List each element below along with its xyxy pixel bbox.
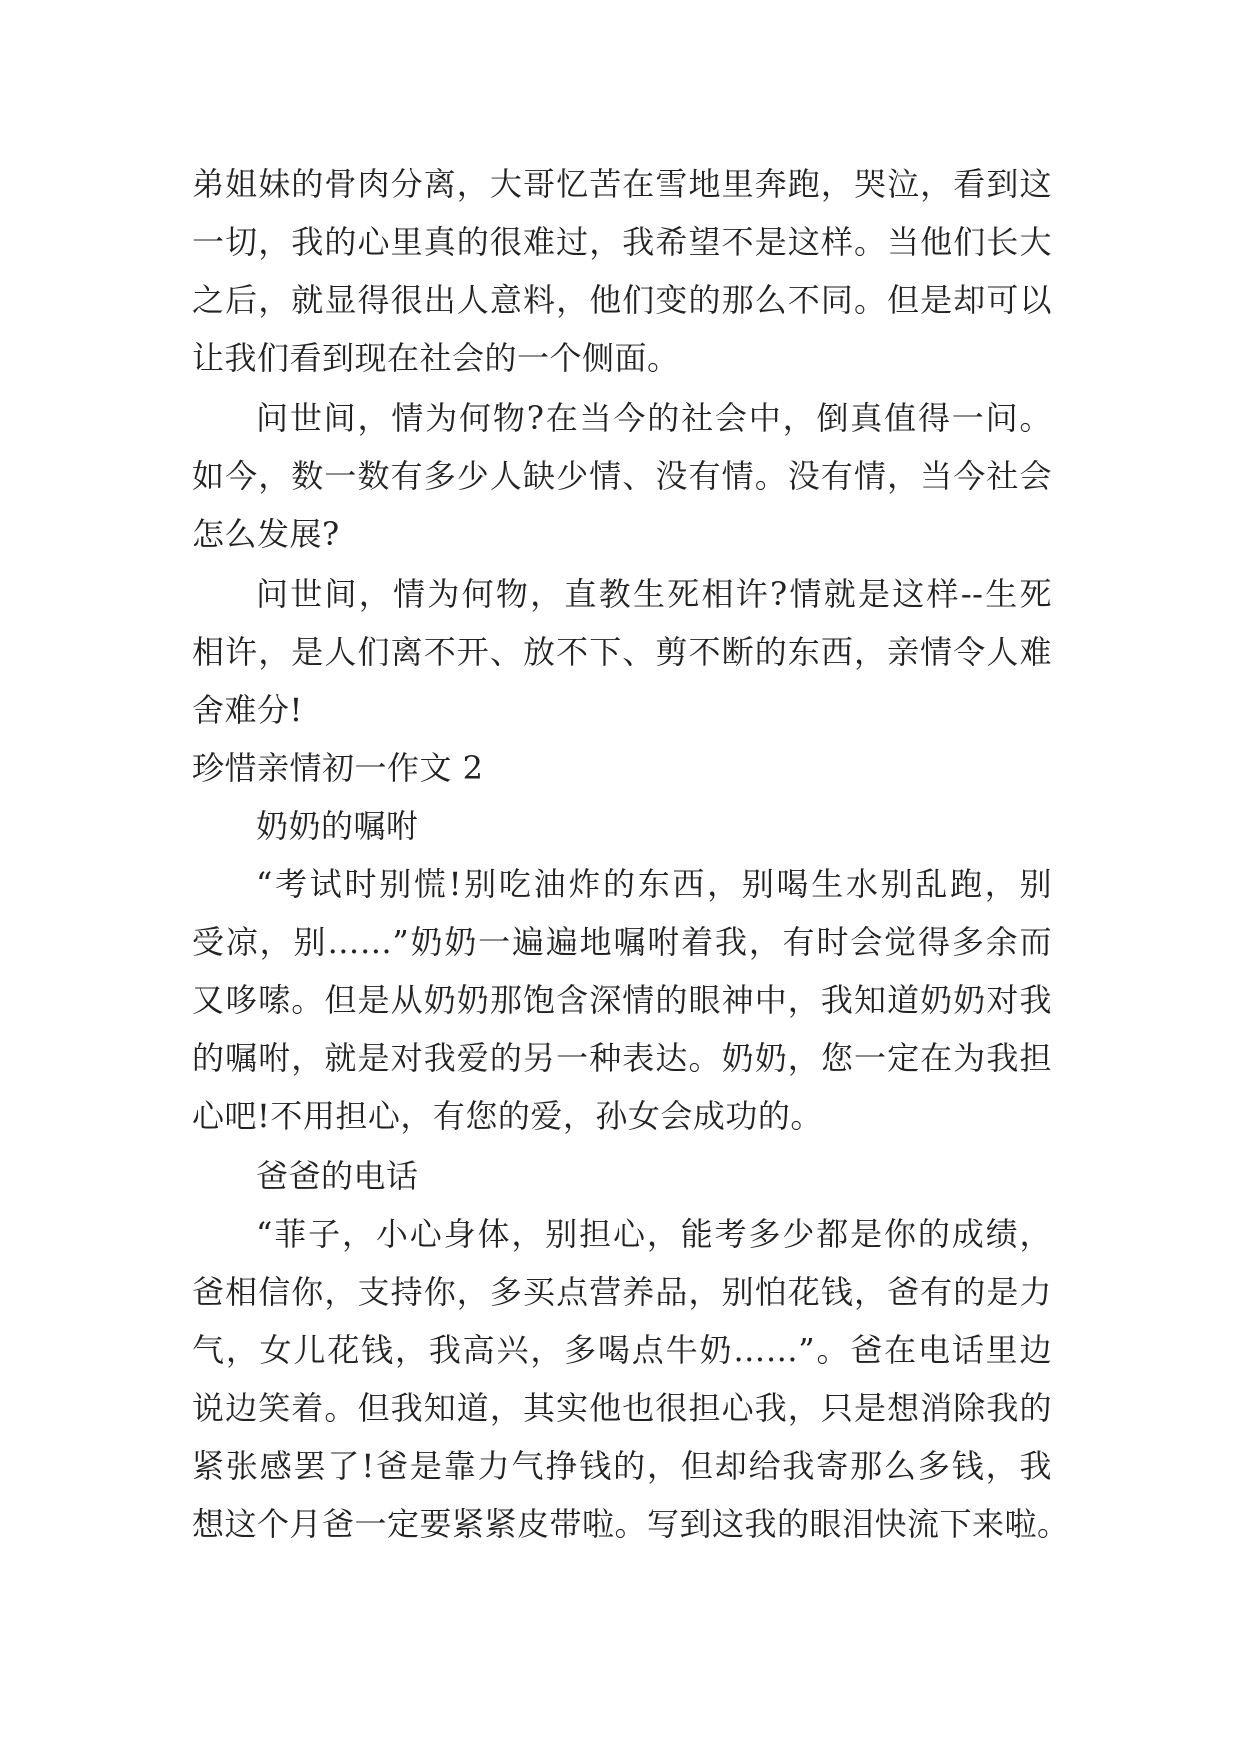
subheading: 奶奶的嘱咐 bbox=[256, 807, 419, 845]
text-line: 受凉，别……”奶奶一遍遍地嘱咐着我，有时会觉得多余而 bbox=[192, 923, 1052, 961]
text-line: 爸相信你，支持你，多买点营养品，别怕花钱，爸有的是力 bbox=[192, 1273, 1052, 1311]
text-line: 气，女儿花钱，我高兴，多喝点牛奶……”。爸在电话里边 bbox=[192, 1331, 1052, 1369]
text-line: 又哆嗦。但是从奶奶那饱含深情的眼神中，我知道奶奶对我 bbox=[192, 981, 1052, 1019]
text-line: 说边笑着。但我知道，其实他也很担心我，只是想消除我的 bbox=[192, 1389, 1052, 1427]
text-line: 之后，就显得很出人意料，他们变的那么不同。但是却可以 bbox=[192, 281, 1052, 319]
text-line: 相许，是人们离不开、放不下、剪不断的东西，亲情令人难 bbox=[192, 633, 1052, 671]
paragraph-first-line: 问世间，情为何物?在当今的社会中，倒真值得一问。 bbox=[256, 399, 1052, 437]
text-line: 弟姐妹的骨肉分离，大哥忆苦在雪地里奔跑，哭泣，看到这 bbox=[192, 165, 1052, 203]
text-line: 的嘱咐，就是对我爱的另一种表达。奶奶，您一定在为我担 bbox=[192, 1039, 1052, 1077]
text-line: 心吧!不用担心，有您的爱，孙女会成功的。 bbox=[192, 1097, 823, 1135]
section-heading: 珍惜亲情初一作文 2 bbox=[192, 749, 484, 787]
text-line: 一切，我的心里真的很难过，我希望不是这样。当他们长大 bbox=[192, 223, 1052, 261]
text-line: 紧张感罢了!爸是靠力气挣钱的，但却给我寄那么多钱，我 bbox=[192, 1447, 1052, 1485]
subheading: 爸爸的电话 bbox=[256, 1157, 419, 1195]
text-line: 如今，数一数有多少人缺少情、没有情。没有情，当今社会 bbox=[192, 457, 1052, 495]
paragraph-first-line: “菲子，小心身体，别担心，能考多少都是你的成绩， bbox=[256, 1215, 1052, 1253]
text-line: 怎么发展? bbox=[192, 515, 340, 553]
paragraph-first-line: 问世间，情为何物，直教生死相许?情就是这样--生死 bbox=[256, 575, 1052, 613]
paragraph-first-line: “考试时别慌!别吃油炸的东西，别喝生水别乱跑，别 bbox=[256, 865, 1052, 903]
text-line: 想这个月爸一定要紧紧皮带啦。写到这我的眼泪快流下来啦。 bbox=[192, 1505, 1070, 1543]
text-line: 让我们看到现在社会的一个侧面。 bbox=[192, 339, 680, 377]
text-line: 舍难分! bbox=[192, 691, 303, 729]
